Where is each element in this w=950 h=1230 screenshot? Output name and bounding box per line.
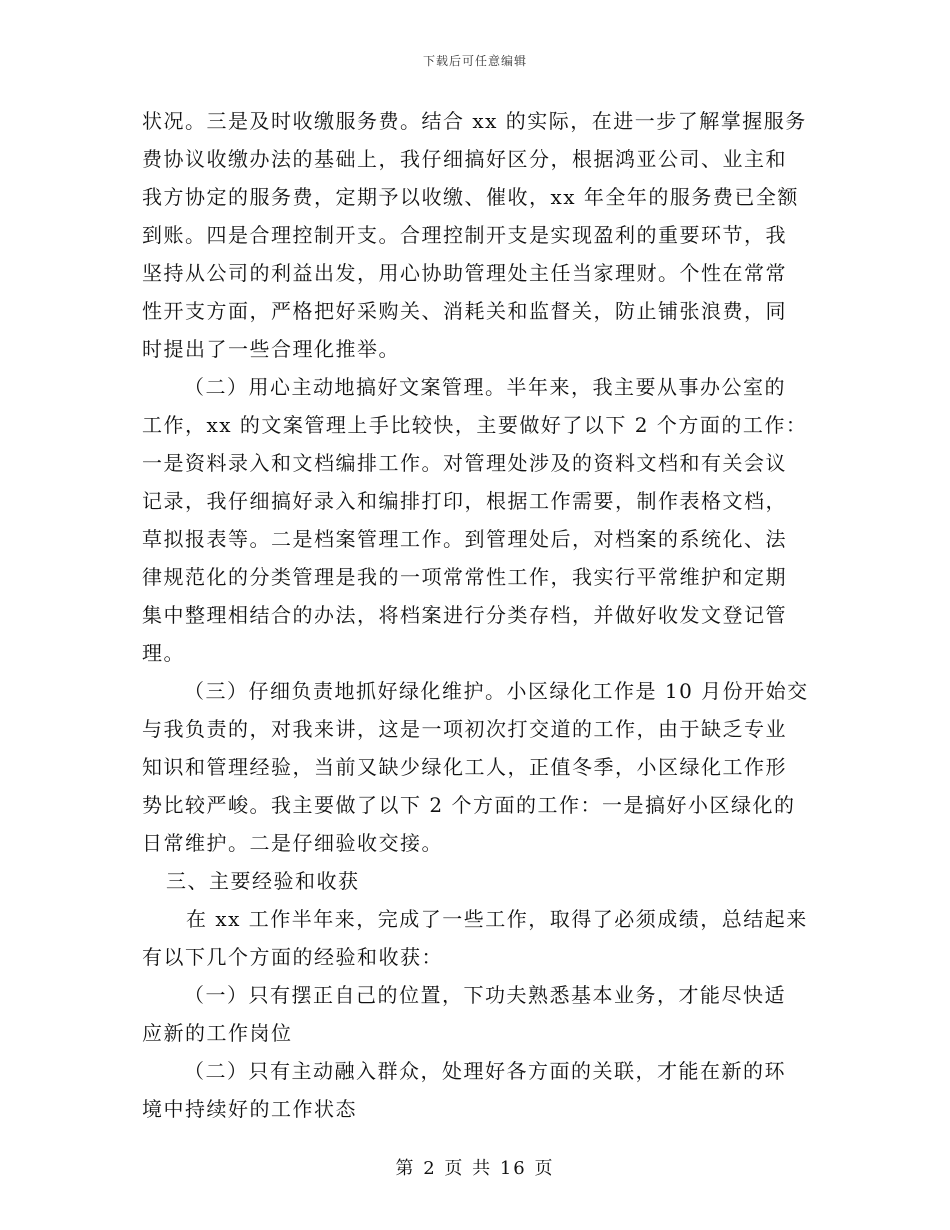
text-line: 律规范化的分类管理是我的一项常常性工作，我实行平常维护和定期: [142, 565, 787, 589]
text-line: 应新的工作岗位: [142, 1021, 293, 1045]
page-number-footer: 第 2 页 共 16 页: [395, 1158, 555, 1179]
text-line: 境中持续好的工作状态: [142, 1097, 357, 1121]
document-body: [142, 102, 812, 1128]
text-line: 工作，xx 的文案管理上手比较快，主要做好了以下 2 个方面的工作：: [142, 413, 808, 437]
text-line: 有以下几个方面的经验和收获：: [142, 945, 443, 969]
paragraph-heading: （二）用心主动地搞好文案管理。半年来，我主要从事办公室的: [184, 375, 786, 399]
text-line: 记录，我仔细搞好录入和编排打印，根据工作需要，制作表格文档，: [142, 489, 787, 513]
text-line: 一是资料录入和文档编排工作。对管理处涉及的资料文档和有关会议: [142, 451, 787, 475]
text-line: 性开支方面，严格把好采购关、消耗关和监督关，防止铺张浪费，同: [142, 299, 787, 323]
paragraph-start: 在 xx 工作半年来，完成了一些工作，取得了必须成绩，总结起来: [186, 907, 808, 931]
text-line: 势比较严峻。我主要做了以下 2 个方面的工作：一是搞好小区绿化的: [142, 793, 796, 817]
paragraph-heading: （一）只有摆正自己的位置，下功夫熟悉基本业务，才能尽快适: [184, 983, 786, 1007]
text-line: 理。: [142, 641, 185, 665]
paragraph-heading: （三）仔细负责地抓好绿化维护。小区绿化工作是 10 月份开始交: [184, 679, 809, 703]
text-line: 与我负责的，对我来讲，这是一项初次打交道的工作，由于缺乏专业: [142, 717, 787, 741]
text-line: 费协议收缴办法的基础上，我仔细搞好区分，根据鸿亚公司、业主和: [142, 147, 787, 171]
text-line: 我方协定的服务费，定期予以收缴、催收，xx 年全年的服务费已全额: [142, 185, 799, 209]
page-header: 下载后可任意编辑: [422, 54, 527, 68]
text-line: 坚持从公司的利益出发，用心协助管理处主任当家理财。个性在常常: [142, 261, 787, 285]
text-line: 知识和管理经验，当前又缺少绿化工人，正值冬季，小区绿化工作形: [142, 755, 787, 779]
text-line: 草拟报表等。二是档案管理工作。到管理处后，对档案的系统化、法: [142, 527, 787, 551]
text-line: 集中整理相结合的办法，将档案进行分类存档，并做好收发文登记管: [142, 603, 787, 627]
text-line: 日常维护。二是仔细验收交接。: [142, 831, 443, 855]
text-line: 到账。四是合理控制开支。合理控制开支是实现盈利的重要环节，我: [142, 223, 787, 247]
paragraph-heading: （二）只有主动融入群众，处理好各方面的关联，才能在新的环: [184, 1059, 786, 1083]
section-heading: 三、主要经验和收获: [166, 869, 360, 893]
text-line: 时提出了一些合理化推举。: [142, 337, 400, 361]
text-line: 状况。三是及时收缴服务费。结合 xx 的实际，在进一步了解掌握服务: [142, 109, 807, 133]
